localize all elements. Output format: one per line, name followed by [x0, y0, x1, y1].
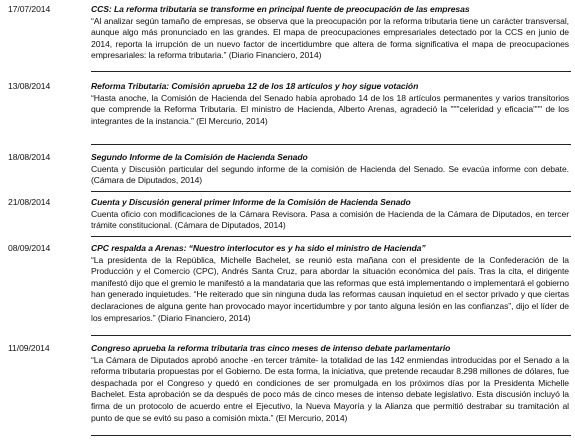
entry-content [91, 197, 571, 237]
entry-title: Congreso aprueba la reforma tributaria tras cinco meses de intenso debate parlamentario [91, 343, 451, 353]
entry-body: “Hasta anoche, la Comisión de Hacienda del Senado había aprobado 14 de los 18 artículos permanentes y varios transitorios que comprende la Reforma Tributaria. El ministro de Hacienda, Alberto Arenas, agradeció la """celeridad y eficacia""" de los integrantes de la instancia.” (El Mercurio, 2014) [91, 92, 569, 126]
entry-title: Cuenta y Discusión general primer Informe de la Comisión de Hacienda Senado [91, 197, 411, 207]
entry-content [91, 343, 571, 436]
entry-body: “Al analizar según tamaño de empresas, se observa que la preocupación por la reforma tributaria tiene un carácter transversal, aunque algo más pronunciado en las grandes. El mapa de preocupaciones empresariales detectado por la CCS en junio de 2014, reporta la irrupción de un nuevo factor de incertidumbre que altera de forma significativa el mapa de preocupaciones empresariales: la reforma tributaria.” (Diario Financiero, 2014) [91, 15, 569, 61]
entry-title: CPC respalda a Arenas: “Nuestro interlocutor es y ha sido el ministro de Hacienda” [91, 243, 426, 253]
entry-title: Reforma Tributaria: Comisión aprueba 12 de los 18 artículos y hoy sigue votación [91, 81, 419, 91]
entry-content [91, 4, 571, 72]
entry-content [91, 81, 571, 145]
entry-date: 17/07/2014 [8, 4, 51, 14]
entry-body: Cuenta oficio con modificaciones de la Cámara Revisora. Pasa a comisión de Hacienda de la Cámara de Diputados, en tercer trámite constitucional. (Cámara de Diputados, 2014) [91, 208, 569, 231]
entry-content [91, 243, 571, 336]
entry-title: Segundo Informe de la Comisión de Hacienda Senado [91, 152, 308, 162]
entry-body: “La presidenta de la República, Michelle Bachelet, se reunió esta mañana con el presidente de la Confederación de la Producción y el Comercio (CPC), Andrés Santa Cruz, para abordar la situación económica del país. Tras la cita, el dirigente manifestó dijo que el gremio le manifestó a la mandataria que las reformas que está implementando o implementará el gobierno han generado inquietudes. “He reiterado que sin ninguna duda las reformas causan inquietud en el sector privado y que ciertas declaraciones de alguna gente han provocado mayor incertidumbre y por tanto alguna lesión en las confianzas”, dijo el líder de los empresarios.” (Diario Financiero, 2014) [91, 254, 569, 323]
entry-date: 08/09/2014 [8, 243, 51, 253]
entry-content [91, 152, 571, 192]
entry-date: 13/08/2014 [8, 81, 51, 91]
entry-body: Cuenta y Discusión particular del segundo informe de la comisión de Hacienda del Senado. Se evacúa informe con debate. (Cámara de Diputados, 2014) [91, 163, 569, 186]
entry-date: 21/08/2014 [8, 197, 51, 207]
entry-title: CCS: La reforma tributaria se transforme en principal fuente de preocupación de las empresas [91, 4, 470, 14]
entry-date: 18/08/2014 [8, 152, 51, 162]
entry-body: “La Cámara de Diputados aprobó anoche -en tercer trámite- la totalidad de las 142 enmiendas introducidas por el Senado a la reforma tributaria propuestas por el Gobierno. De esta forma, la iniciativa, que pretende recaudar 8.298 millones de dólares, fue despachada por el Congreso y quedó en condiciones de ser promulgada en los próximos días por la Presidenta Michelle Bachelet. Esta aprobación se da después de poco más de cinco meses de intenso debate legislativo. Esta discusión incluyó la firma de un protocolo de acuerdo entre el Ejecutivo, la Nueva Mayoría y la Alianza que permitió destrabar su tramitación al punto de que se evitó su paso a comisión mixta.” (El Mercurio, 2014) [91, 354, 569, 423]
entry-date: 11/09/2014 [8, 343, 50, 353]
